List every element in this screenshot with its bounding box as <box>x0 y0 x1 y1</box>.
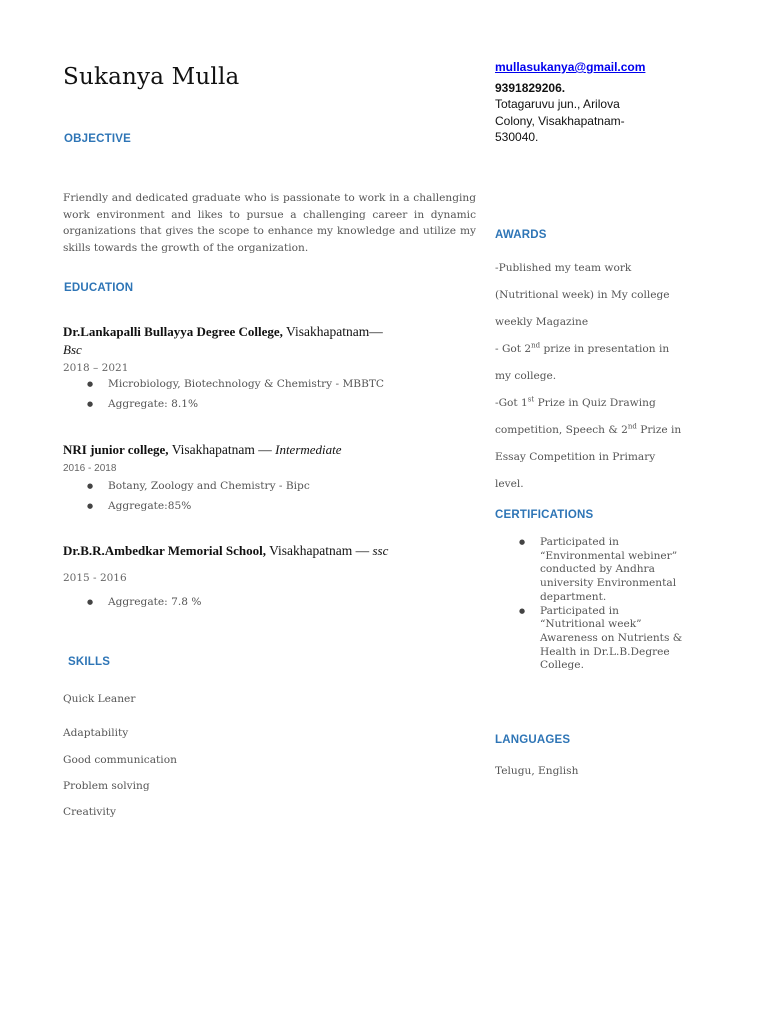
address-line: 530040. <box>495 130 539 144</box>
education-heading: EDUCATION <box>64 282 134 294</box>
school-location: Visakhapatnam — <box>168 442 276 457</box>
education-detail: ● Aggregate: 7.8 % <box>63 593 473 613</box>
school-location: Visakhapatnam — <box>265 543 373 558</box>
award-item <box>495 336 685 390</box>
objective-text: Friendly and dedicated graduate who is passionate to work in a challenging work environment and likes to pursue a challenging career in dynamic organizations that gives the scope to enhance my knowledge and utilize my skills towards the growth of the organization. <box>63 192 476 254</box>
address-line: Colony, Visakhapatnam- <box>495 113 625 128</box>
school-name: Dr.B.R.Ambedkar Memorial School, <box>63 543 266 558</box>
award-superscript: st <box>527 395 535 404</box>
objective-heading: OBJECTIVE <box>64 133 131 145</box>
education-detail: ● Aggregate: 8.1% <box>63 395 473 415</box>
languages-heading: LANGUAGES <box>495 734 571 746</box>
school-location: Visakhapatnam— <box>282 324 383 339</box>
candidate-name: Sukanya Mulla <box>63 64 240 90</box>
education-detail: ● Botany, Zoology and Chemistry - Bipc <box>63 477 473 497</box>
award-superscript: nd <box>531 341 541 350</box>
skill-item: Creativity <box>63 806 117 818</box>
award-item: -Published my team work (Nutritional week) in My college weekly Magazine <box>495 262 670 328</box>
languages-text: Telugu, English <box>495 765 579 777</box>
education-years: 2016 - 2018 <box>63 463 117 474</box>
degree: ssc <box>372 543 389 558</box>
skill-item: Adaptability <box>63 727 129 739</box>
school-name: NRI junior college, <box>63 442 169 457</box>
school-line <box>63 442 473 458</box>
contact-block <box>495 59 645 146</box>
degree: Bsc <box>63 342 82 357</box>
email-link[interactable]: mullasukanya@gmail.com <box>495 60 646 74</box>
education-years: 2015 - 2016 <box>63 572 127 584</box>
education-detail: ● Aggregate:85% <box>63 497 473 517</box>
school-name: Dr.Lankapalli Bullayya Degree College, <box>63 324 283 339</box>
certifications-heading: CERTIFICATIONS <box>495 509 594 521</box>
award-text: -Got 1 <box>495 397 528 409</box>
degree: Intermediate <box>275 442 342 457</box>
certification-item: ● Participated in “Environmental webiner” conducted by Andhra university Environmental department. <box>495 536 685 605</box>
education-years: 2018 – 2021 <box>63 362 129 374</box>
skill-item: Quick Leaner <box>63 693 136 705</box>
award-text: - Got 2 <box>495 343 532 355</box>
education-entry <box>63 323 473 414</box>
certifications-list <box>495 536 685 673</box>
education-entry <box>63 543 473 613</box>
address-line: Totagaruvu jun., Arilova <box>495 97 620 111</box>
awards-text <box>495 255 685 498</box>
skill-item: Problem solving <box>63 780 150 792</box>
education-entry <box>63 442 473 516</box>
education-detail: ● Microbiology, Biotechnology & Chemistry - MBBTC <box>63 375 473 395</box>
award-superscript: nd <box>627 422 637 431</box>
school-line <box>63 323 473 359</box>
certification-item: ● Participated in “Nutritional week” Awareness on Nutrients & Health in Dr.L.B.Degree College. <box>495 605 685 674</box>
awards-heading: AWARDS <box>495 229 547 241</box>
award-text: Prize in Quiz Drawing competition, Speech & 2 <box>495 397 656 436</box>
skill-item: Good communication <box>63 754 177 766</box>
award-item <box>495 390 685 498</box>
award-text: Prize in Essay Competition in Primary level. <box>495 424 682 490</box>
school-line <box>63 543 473 559</box>
award-text: prize in presentation in my college. <box>495 343 670 382</box>
skills-heading: SKILLS <box>68 656 111 668</box>
phone-number: 9391829206. <box>495 80 566 95</box>
